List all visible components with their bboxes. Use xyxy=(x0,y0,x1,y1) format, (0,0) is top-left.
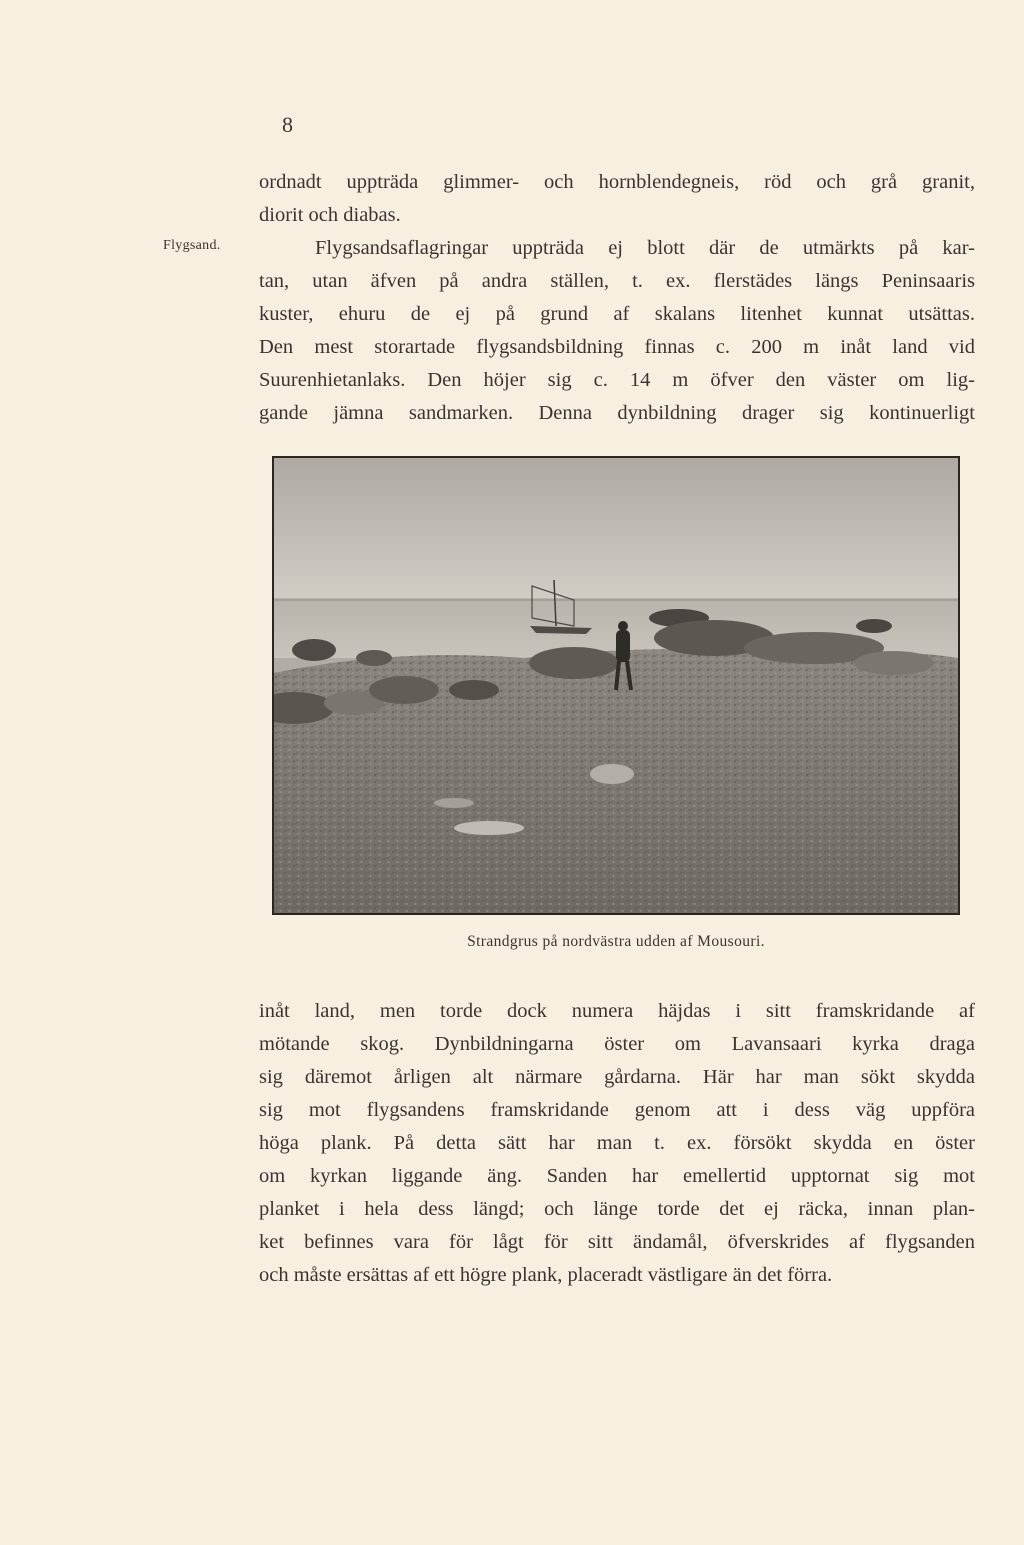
text-line: ordnadt uppträda glimmer- och hornblendegneis, röd och grå granit, xyxy=(259,171,975,193)
text-line: Flygsandsaflagringar uppträda ej blott där de utmärkts på kar- xyxy=(315,237,975,259)
text-line: sig däremot årligen alt närmare gårdarna. Här har man sökt skydda xyxy=(259,1066,975,1088)
bottom-paragraph xyxy=(259,995,975,1292)
text-line: tan, utan äfven på andra ställen, t. ex. flerstädes längs Peninsaaris xyxy=(259,270,975,292)
margin-note: Flygsand. xyxy=(163,238,221,253)
text-line: planket i hela dess längd; och länge torde det ej räcka, innan plan- xyxy=(259,1198,975,1220)
text-line: gande jämna sandmarken. Denna dynbildning drager sig kontinuerligt xyxy=(259,402,975,424)
text-line: diorit och diabas. xyxy=(259,204,401,226)
text-line: om kyrkan liggande äng. Sanden har emellertid upptornat sig mot xyxy=(259,1165,975,1187)
text-line: sig mot flygsandens framskridande genom att i dess väg uppföra xyxy=(259,1099,975,1121)
text-line: Suurenhietanlaks. Den höjer sig c. 14 m öfver den väster om lig- xyxy=(259,369,975,391)
text-line: inåt land, men torde dock numera häjdas i sitt framskridande af xyxy=(259,1000,975,1022)
photo-illustration xyxy=(274,458,958,913)
text-line: Den mest storartade flygsandsbildning finnas c. 200 m inåt land vid xyxy=(259,336,975,358)
page-number: 8 xyxy=(282,112,293,137)
top-paragraph xyxy=(259,166,975,430)
beach-photograph xyxy=(272,456,960,915)
text-line: och måste ersättas af ett högre plank, placeradt västligare än det förra. xyxy=(259,1264,833,1286)
text-line: höga plank. På detta sätt har man t. ex. försökt skydda en öster xyxy=(259,1132,975,1154)
text-line: ket befinnes vara för lågt för sitt ändamål, öfverskrides af flygsanden xyxy=(259,1231,975,1253)
figure-caption: Strandgrus på nordvästra udden af Mousouri. xyxy=(467,933,765,950)
text-line: kuster, ehuru de ej på grund af skalans litenhet kunnat utsättas. xyxy=(259,303,975,325)
text-line: mötande skog. Dynbildningarna öster om Lavansaari kyrka draga xyxy=(259,1033,975,1055)
